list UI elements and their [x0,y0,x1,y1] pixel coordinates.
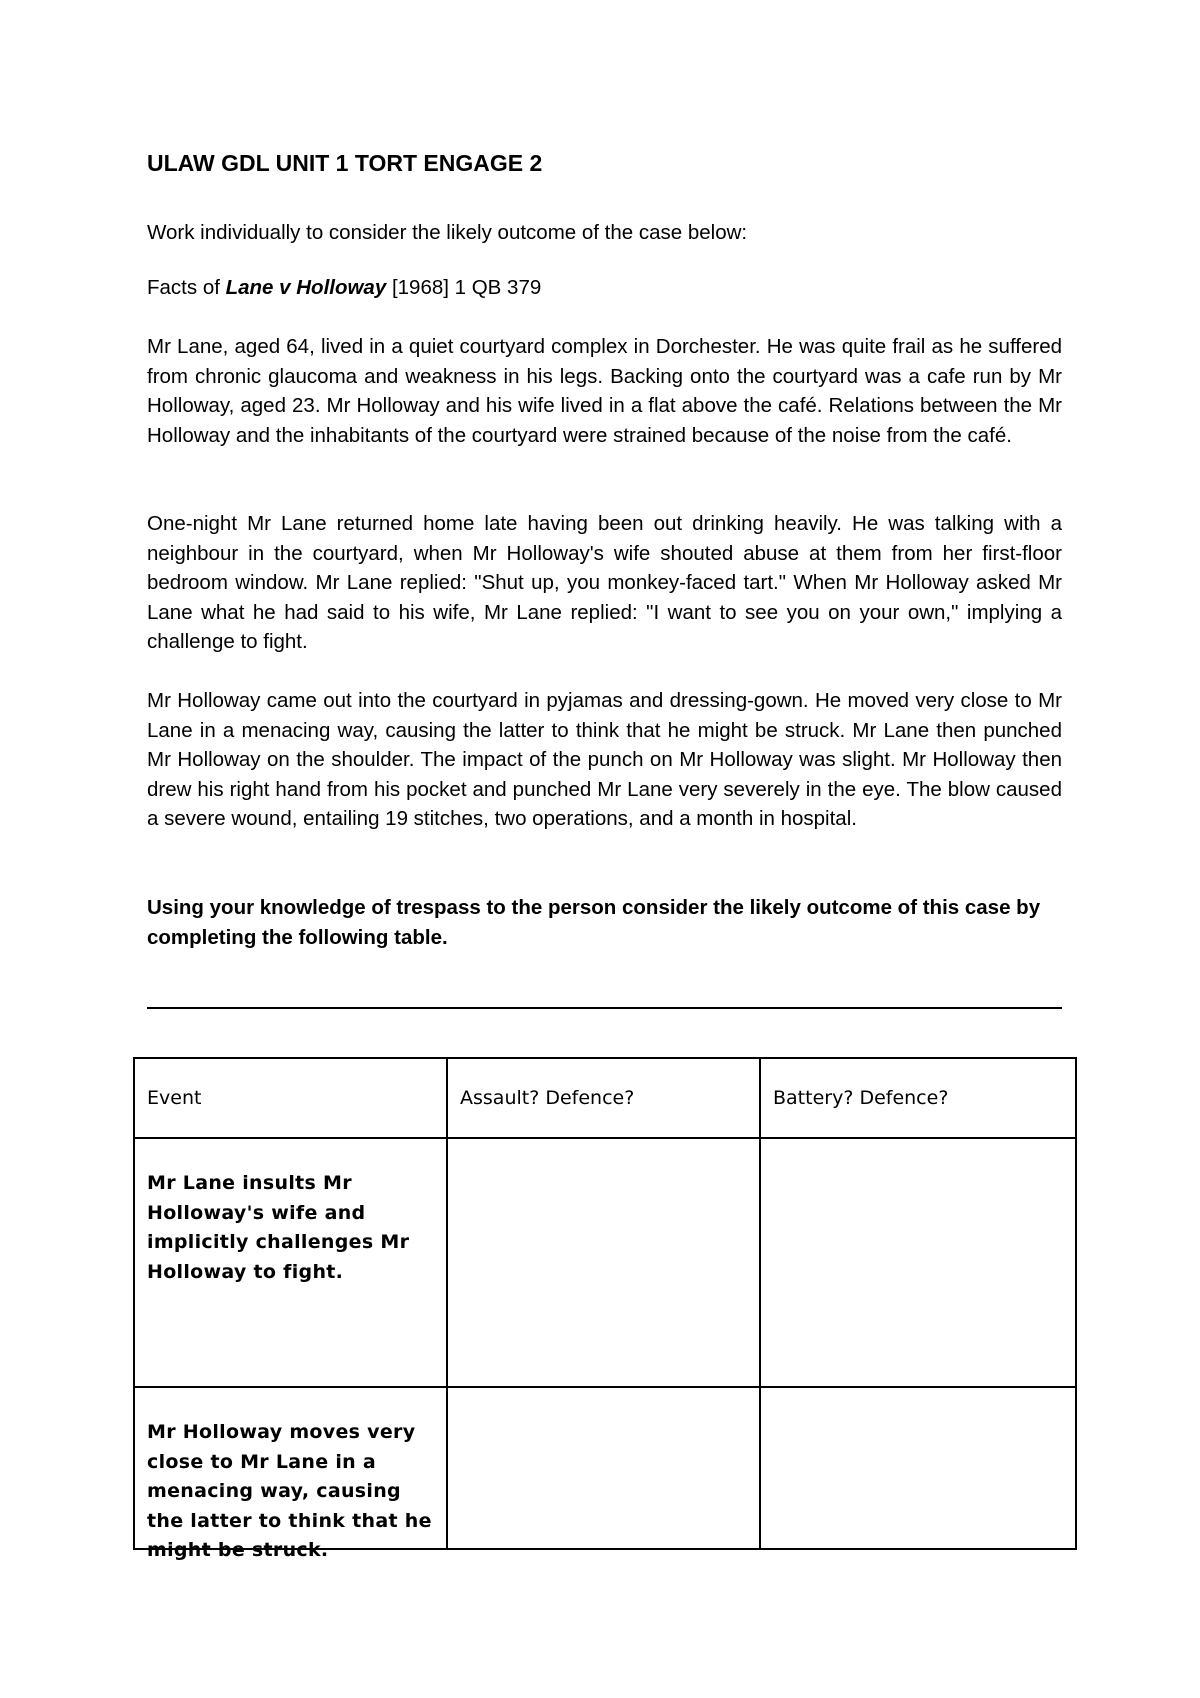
instruction-text: Work individually to consider the likely outcome of the case below: [147,221,748,244]
assault-cell[interactable] [447,1138,760,1387]
horizontal-rule [147,1007,1062,1009]
header-assault: Assault? Defence? [447,1058,760,1138]
table-header-row [134,1058,1076,1138]
event-cell [134,1387,447,1561]
assault-cell[interactable] [447,1387,760,1549]
battery-cell[interactable] [760,1387,1076,1549]
table-row [134,1387,1076,1549]
facts-paragraph-3: Mr Holloway came out into the courtyard in pyjamas and dressing-gown. He moved very close to Mr Lane in a menacing way, causing the latter to think that he might be struck. Mr Lane then punched Mr Holloway on the shoulder. The impact of the punch on Mr Holloway was slight. Mr Holloway then drew his right hand from his pocket and punched Mr Lane very severely in the eye. The blow caused a severe wound, entailing 19 stitches, two operations, and a month in hospital. [147,689,1062,831]
task-instruction: Using your knowledge of trespass to the person consider the likely outcome of this case by completing the following table. [147,896,1041,949]
facts-paragraph-2: One-night Mr Lane returned home late having been out drinking heavily. He was talking with a neighbour in the courtyard, when Mr Holloway's wife shouted abuse at them from her first-floor bedroom window. Mr Lane replied: "Shut up, you monkey-faced tart." When Mr Holloway asked Mr Lane what he had said to his wife, Mr Lane replied: "I want to see you on your own," implying a challenge to fight. [147,512,1062,654]
table-row [134,1138,1076,1387]
event-text: Mr Holloway moves very close to Mr Lane in a menacing way, causing the latter to think that he might be struck. [147,1421,432,1561]
event-cell [134,1138,447,1387]
facts-paragraph-1: Mr Lane, aged 64, lived in a quiet courtyard complex in Dorchester. He was quite frail as he suffered from chronic glaucoma and weakness in his legs. Backing onto the courtyard was a cafe run by Mr Holloway, aged 23. Mr Holloway and his wife lived in a flat above the café. Relations between the Mr Holloway and the inhabitants of the courtyard were strained because of the noise from the café. [147,335,1062,447]
events-table [133,1057,1077,1561]
facts-heading [147,273,1062,303]
case-name: Lane v Holloway [225,276,387,299]
case-citation: [1968] 1 QB 379 [386,276,542,299]
event-text: Mr Lane insults Mr Holloway's wife and implicitly challenges Mr Holloway to fight. [147,1172,410,1283]
header-event: Event [134,1058,447,1138]
document-title: ULAW GDL UNIT 1 TORT ENGAGE 2 [147,150,543,176]
facts-prefix: Facts of [147,276,226,299]
header-battery: Battery? Defence? [760,1058,1076,1138]
battery-cell[interactable] [760,1138,1076,1387]
